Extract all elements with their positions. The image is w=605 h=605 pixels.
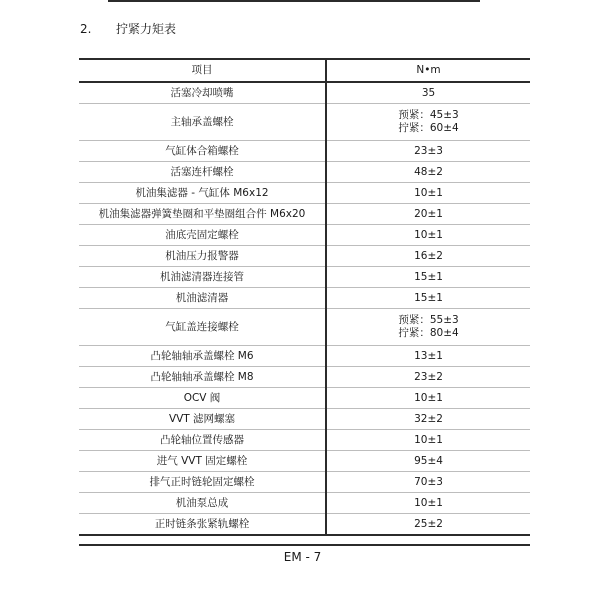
torque-value: 预紧：55±3 — [398, 314, 459, 326]
table-row — [79, 451, 530, 472]
table-row — [79, 141, 530, 162]
value-cell — [326, 104, 530, 141]
item-cell: 正时链条张紧轨螺栓 — [79, 514, 326, 536]
item-cell: 机油泵总成 — [79, 493, 326, 514]
value-cell — [326, 309, 530, 346]
torque-value: 15±1 — [414, 291, 443, 304]
item-cell: 活塞冷却喷嘴 — [79, 82, 326, 104]
table-row — [79, 246, 530, 267]
torque-value: 10±1 — [414, 228, 443, 241]
value-cell — [326, 183, 530, 204]
item-cell: 油底壳固定螺栓 — [79, 225, 326, 246]
table-row — [79, 472, 530, 493]
value-cell — [326, 388, 530, 409]
value-cell — [326, 409, 530, 430]
item-cell: 排气正时链轮固定螺栓 — [79, 472, 326, 493]
torque-value: 拧紧：60±4 — [398, 122, 459, 134]
table-row — [79, 514, 530, 536]
torque-value: 10±1 — [414, 391, 443, 404]
value-cell — [326, 246, 530, 267]
value-cell — [326, 204, 530, 225]
top-rule — [108, 0, 480, 2]
table-body — [79, 82, 530, 535]
item-cell: 凸轮轴位置传感器 — [79, 430, 326, 451]
torque-value: 70±3 — [414, 475, 443, 488]
value-cell — [326, 514, 530, 536]
table-row — [79, 82, 530, 104]
torque-value: 25±2 — [414, 517, 443, 530]
torque-value: 10±1 — [414, 496, 443, 509]
table-row — [79, 183, 530, 204]
table-header-row — [79, 59, 530, 82]
item-cell: 主轴承盖螺栓 — [79, 104, 326, 141]
table-row — [79, 493, 530, 514]
torque-table — [79, 58, 530, 536]
value-cell — [326, 346, 530, 367]
item-cell: 机油滤清器连接管 — [79, 267, 326, 288]
torque-value: 拧紧：80±4 — [398, 327, 459, 339]
table-row — [79, 204, 530, 225]
item-cell: 机油集滤器 - 气缸体 M6x12 — [79, 183, 326, 204]
item-cell: 机油滤清器 — [79, 288, 326, 309]
torque-value: 32±2 — [414, 412, 443, 425]
section-number: 2. — [80, 22, 92, 36]
item-cell: 机油集滤器弹簧垫圈和平垫圈组合件 M6x20 — [79, 204, 326, 225]
value-cell — [326, 367, 530, 388]
value-cell — [326, 472, 530, 493]
torque-value: 16±2 — [414, 249, 443, 262]
table-row — [79, 430, 530, 451]
torque-value: 20±1 — [414, 207, 443, 220]
torque-value: 23±2 — [414, 370, 443, 383]
value-cell — [326, 82, 530, 104]
section-heading — [80, 20, 176, 37]
torque-value: 23±3 — [414, 144, 443, 157]
item-cell: 凸轮轴轴承盖螺栓 M8 — [79, 367, 326, 388]
table-row — [79, 346, 530, 367]
section-title: 拧紧力矩表 — [116, 22, 177, 36]
item-cell: 气缸盖连接螺栓 — [79, 309, 326, 346]
table-row — [79, 409, 530, 430]
item-cell: 进气 VVT 固定螺栓 — [79, 451, 326, 472]
torque-value: 10±1 — [414, 186, 443, 199]
page-number: EM - 7 — [283, 550, 322, 564]
torque-value: 48±2 — [414, 165, 443, 178]
value-cell — [326, 493, 530, 514]
value-cell — [326, 225, 530, 246]
value-cell — [326, 288, 530, 309]
torque-value: 15±1 — [414, 270, 443, 283]
value-cell — [326, 451, 530, 472]
value-cell — [326, 162, 530, 183]
torque-value: 10±1 — [414, 433, 443, 446]
table-row — [79, 388, 530, 409]
item-cell: VVT 滤网螺塞 — [79, 409, 326, 430]
table-row — [79, 288, 530, 309]
table-row — [79, 309, 530, 346]
value-cell — [326, 141, 530, 162]
item-cell: 活塞连杆螺栓 — [79, 162, 326, 183]
torque-value: 13±1 — [414, 349, 443, 362]
torque-value: 95±4 — [414, 454, 443, 467]
item-cell: 气缸体合箱螺栓 — [79, 141, 326, 162]
header-item: 项目 — [79, 59, 326, 82]
table-row — [79, 162, 530, 183]
item-cell: OCV 阀 — [79, 388, 326, 409]
item-cell: 机油压力报警器 — [79, 246, 326, 267]
value-cell — [326, 430, 530, 451]
table-row — [79, 367, 530, 388]
item-cell: 凸轮轴轴承盖螺栓 M6 — [79, 346, 326, 367]
table-row — [79, 267, 530, 288]
torque-value: 预紧：45±3 — [398, 109, 459, 121]
torque-value: 35 — [421, 86, 436, 99]
table-row — [79, 225, 530, 246]
value-cell — [326, 267, 530, 288]
header-value: N•m — [416, 64, 441, 76]
table-row — [79, 104, 530, 141]
footer-rule — [79, 544, 530, 546]
